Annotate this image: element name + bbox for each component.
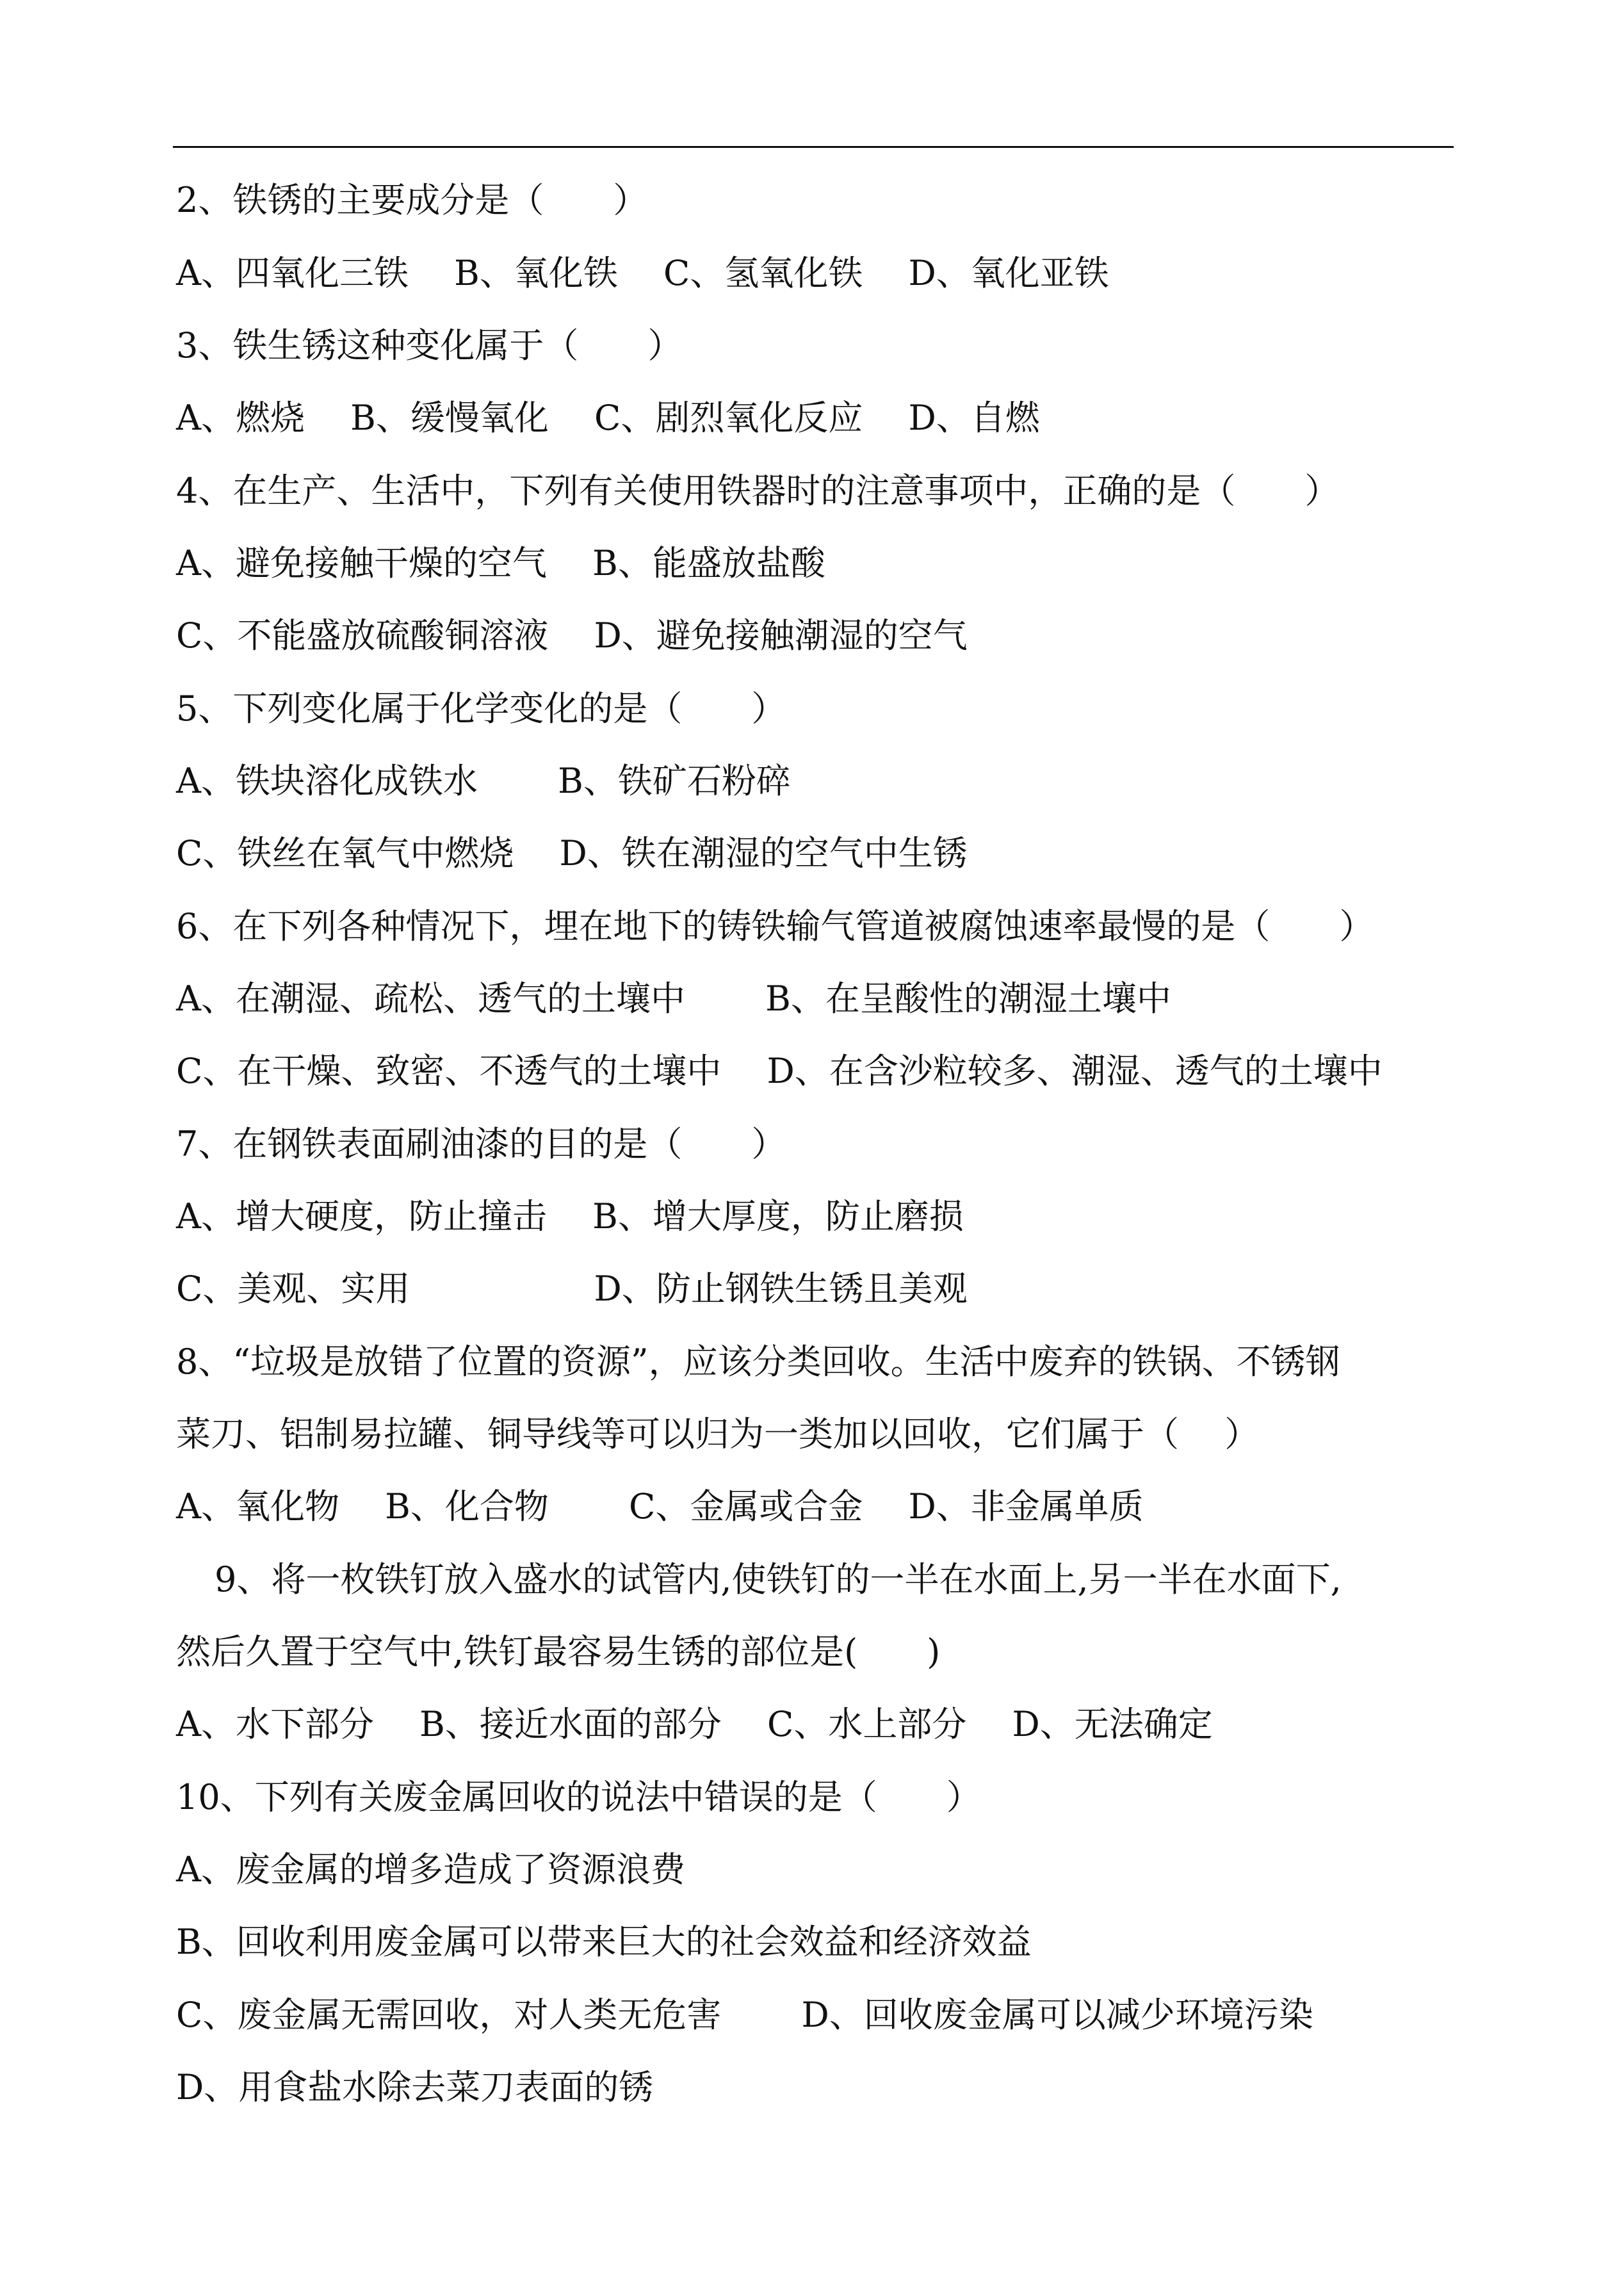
q8-options: A、氧化物 B、化合物 C、金属或合金 D、非金属单质 bbox=[176, 1486, 1144, 1527]
q4-options-ab: A、避免接触干燥的空气 B、能盛放盐酸 bbox=[176, 543, 825, 583]
q2-stem: 2、铁锈的主要成分是（ ） bbox=[176, 180, 648, 220]
q9-stem-line1: 9、将一枚铁钉放入盛水的试管内,使铁钉的一半在水面上,另一半在水面下, bbox=[215, 1559, 1342, 1600]
q10-stem: 10、下列有关废金属回收的说法中错误的是（ ） bbox=[176, 1777, 981, 1817]
q6-options-cd: C、在干燥、致密、不透气的土壤中 D、在含沙粒较多、潮湿、透气的土壤中 bbox=[176, 1051, 1383, 1091]
q7-options-cd: C、美观、实用 D、防止钢铁生锈且美观 bbox=[176, 1269, 968, 1309]
q7-options-ab: A、增大硬度，防止撞击 B、增大厚度，防止磨损 bbox=[176, 1196, 964, 1237]
q10-option-a: A、废金属的增多造成了资源浪费 bbox=[176, 1849, 685, 1890]
q8-stem-line1: 8、“垃圾是放错了位置的资源”，应该分类回收。生活中废弃的铁锅、不锈钢 bbox=[176, 1342, 1340, 1382]
q10-option-d-extra: D、用食盐水除去菜刀表面的锈 bbox=[176, 2067, 654, 2107]
q7-stem: 7、在钢铁表面刷油漆的目的是（ ） bbox=[176, 1124, 786, 1164]
q5-options-ab: A、铁块溶化成铁水 B、铁矿石粉碎 bbox=[176, 761, 791, 801]
q6-options-ab: A、在潮湿、疏松、透气的土壤中 B、在呈酸性的潮湿土壤中 bbox=[176, 978, 1171, 1019]
q6-stem: 6、在下列各种情况下，埋在地下的铸铁输气管道被腐蚀速率最慢的是（ ） bbox=[176, 906, 1374, 946]
q8-stem-line2: 菜刀、铝制易拉罐、铜导线等可以归为一类加以回收，它们属于（ ） bbox=[176, 1414, 1260, 1454]
header-rule bbox=[173, 146, 1454, 148]
q5-options-cd: C、铁丝在氧气中燃烧 D、铁在潮湿的空气中生锈 bbox=[176, 833, 968, 873]
q10-options-cd: C、废金属无需回收，对人类无危害 D、回收废金属可以减少环境污染 bbox=[176, 1995, 1313, 2035]
q9-options: A、水下部分 B、接近水面的部分 C、水上部分 D、无法确定 bbox=[176, 1704, 1213, 1744]
q5-stem: 5、下列变化属于化学变化的是（ ） bbox=[176, 688, 786, 729]
q9-stem-line2: 然后久置于空气中,铁钉最容易生锈的部位是( ) bbox=[176, 1632, 941, 1672]
q4-options-cd: C、不能盛放硫酸铜溶液 D、避免接触潮湿的空气 bbox=[176, 615, 968, 656]
q3-options: A、燃烧 B、缓慢氧化 C、剧烈氧化反应 D、自燃 bbox=[176, 398, 1040, 438]
q4-stem: 4、在生产、生活中，下列有关使用铁器时的注意事项中，正确的是（ ） bbox=[176, 471, 1340, 511]
q2-options: A、四氧化三铁 B、氧化铁 C、氢氧化铁 D、氧化亚铁 bbox=[176, 253, 1109, 293]
q10-option-b: B、回收利用废金属可以带来巨大的社会效益和经济效益 bbox=[176, 1922, 1032, 1962]
q3-stem: 3、铁生锈这种变化属于（ ） bbox=[176, 325, 683, 366]
